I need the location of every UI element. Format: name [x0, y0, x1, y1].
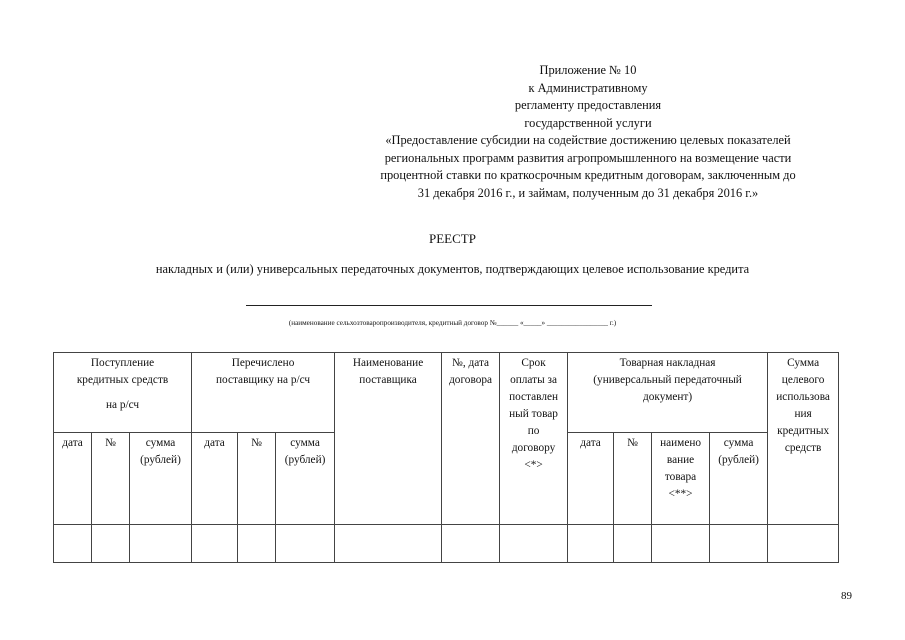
table-header-row [54, 353, 839, 433]
table-cell [614, 525, 652, 563]
col-sum: сумма (рублей) [130, 433, 192, 525]
appendix-number: Приложение № 10 [539, 63, 637, 77]
service-name-line: «Предоставление субсидии на содействие достижению целевых показателей [385, 133, 791, 147]
table-cell [92, 525, 130, 563]
table-cell [238, 525, 276, 563]
table-row [54, 525, 839, 563]
service-name-line: 31 декабря 2016 г., и займам, полученным до 31 декабря 2016 г.» [417, 185, 759, 200]
fill-in-caption: (наименование сельхозтоваропроизводителя, кредитный договор №______ «_____» _________________ г.) [288, 319, 617, 327]
col-sum: сумма (рублей) [276, 433, 335, 525]
table-cell [442, 525, 500, 563]
service-name-line: процентной ставки по краткосрочным кредитным договорам, заключенным до [380, 168, 796, 182]
credit-received-header: Поступление кредитных средств на р/сч [54, 353, 192, 433]
col-goods-name: наимено вание товара <**> [652, 433, 710, 525]
table-cell [652, 525, 710, 563]
contract-header: №, дата договора [442, 353, 500, 525]
appendix-line: регламенту предоставления [514, 98, 662, 112]
table-cell [54, 525, 92, 563]
table-cell [130, 525, 192, 563]
table-cell [710, 525, 768, 563]
col-date: дата [192, 433, 238, 525]
table-cell [500, 525, 568, 563]
appendix-line: к Административному [528, 80, 648, 95]
col-date: дата [568, 433, 614, 525]
document-subtitle: накладных и (или) универсальных передаточных документов, подтверждающих целевое использование кредита [155, 262, 750, 276]
amount-used-header: Сумма целевого использова ния кредитных средств [768, 353, 839, 525]
fill-in-line [246, 305, 652, 306]
col-sum: сумма (рублей) [710, 433, 768, 525]
col-date: дата [54, 433, 92, 525]
col-number: № [614, 433, 652, 525]
payment-term-header: Срок оплаты за поставлен ный товар по договору <*> [500, 353, 568, 525]
supplier-name-header: Наименование поставщика [335, 353, 442, 525]
document-title: РЕЕСТР [429, 231, 476, 246]
service-name-line: региональных программ развития агропромышленного на возмещение части [384, 150, 792, 165]
table-cell [192, 525, 238, 563]
invoice-header: Товарная накладная (универсальный передаточный документ) [568, 353, 768, 433]
table-cell [276, 525, 335, 563]
col-number: № [92, 433, 130, 525]
transferred-header: Перечислено поставщику на р/сч [192, 353, 335, 433]
appendix-header [310, 62, 866, 202]
table-cell [335, 525, 442, 563]
page-number: 89 [841, 590, 852, 602]
table-cell [768, 525, 839, 563]
col-number: № [238, 433, 276, 525]
registry-table [53, 352, 839, 563]
table-cell [568, 525, 614, 563]
appendix-line: государственной услуги [524, 115, 652, 130]
